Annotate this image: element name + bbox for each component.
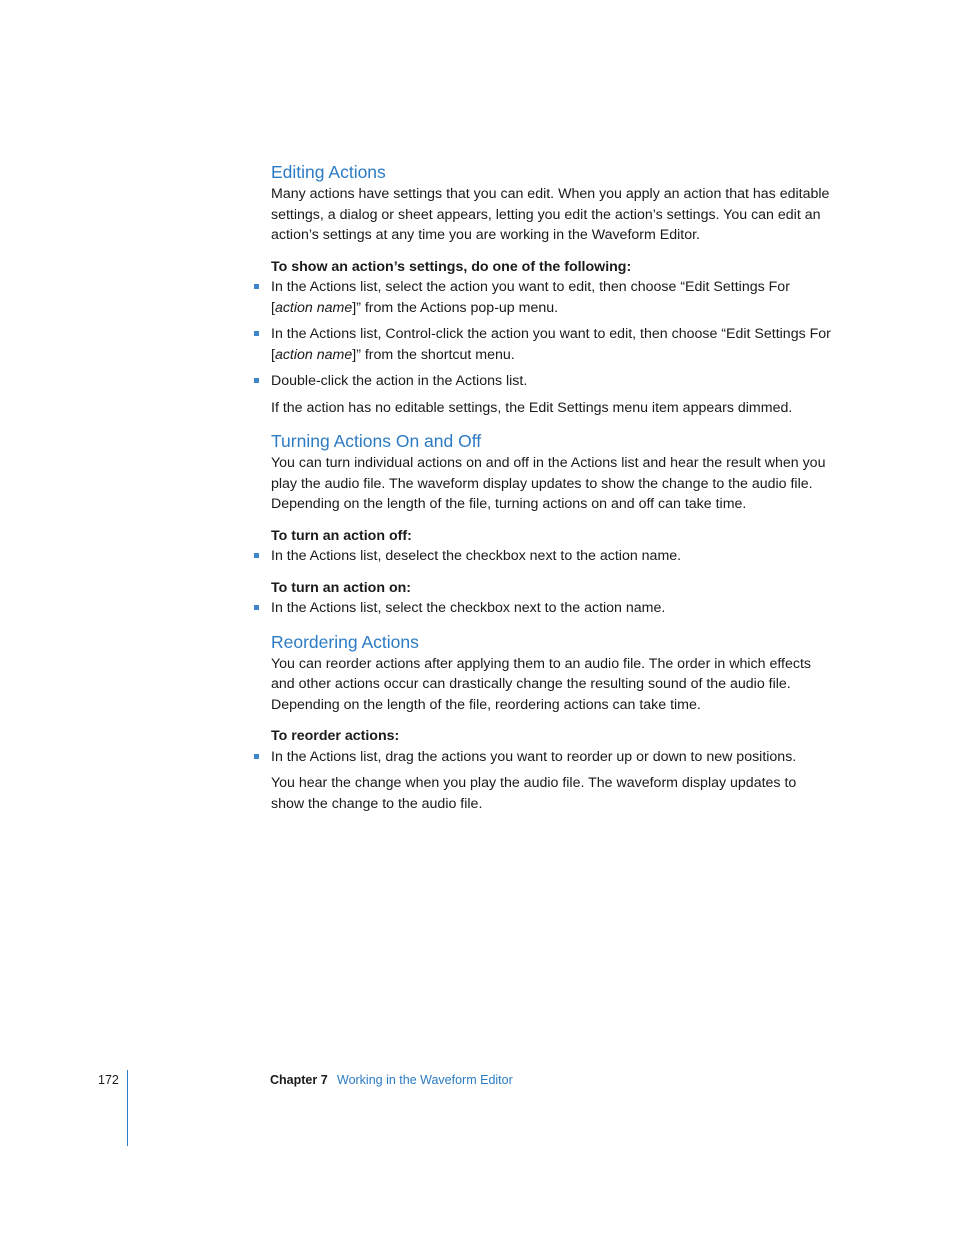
bullet-marker: [254, 331, 259, 336]
bullet-marker: [254, 553, 259, 558]
bullet-marker: [254, 605, 259, 610]
bullet-item: In the Actions list, deselect the checkbox next to the action name.: [271, 546, 831, 567]
section-note: If the action has no editable settings, the Edit Settings menu item appears dimmed.: [271, 399, 793, 416]
procedure-lead: To reorder actions:: [271, 728, 400, 744]
procedure-lead: To turn an action off:: [271, 527, 412, 544]
bullet-item: In the Actions list, Control-click the action you want to edit, then choose “Edit Settings For [action name]” from the shortcut menu.: [271, 324, 831, 365]
footer-divider: [127, 1070, 128, 1146]
bullet-marker: [254, 378, 259, 383]
procedure-lead: To turn an action on:: [271, 579, 412, 596]
footer-chapter-label: Chapter 7: [270, 1073, 328, 1087]
bullet-marker: [254, 754, 259, 759]
bullet-item: Double-click the action in the Actions list.: [271, 371, 831, 392]
section-heading: Reordering Actions: [271, 631, 419, 652]
procedure-lead: To show an action’s settings, do one of the following:: [271, 258, 632, 275]
bullet-marker: [254, 284, 259, 289]
section-intro: You can turn individual actions on and off in the Actions list and hear the result when you play the audio file. The waveform display updates to show the change to the audio file. Depending on the length of the file, turning actions on and off can take time.: [271, 455, 826, 512]
bullet-item: In the Actions list, drag the actions you want to reorder up or down to new positions.: [271, 747, 831, 768]
section-heading: Editing Actions: [271, 162, 386, 182]
bullet-item: In the Actions list, select the checkbox next to the action name.: [271, 598, 831, 619]
section-intro: You can reorder actions after applying them to an audio file. The order in which effects and other actions occur can drastically change the resulting sound of the audio file. Depending on the length of the file, reordering actions can take time.: [271, 655, 811, 713]
bullet-item: In the Actions list, select the action you want to edit, then choose “Edit Settings For [action name]” from the Actions pop-up menu.: [271, 277, 831, 318]
section-heading: Turning Actions On and Off: [271, 431, 482, 451]
page-number: 172: [98, 1073, 119, 1087]
page-content: [271, 160, 831, 814]
section-note: You hear the change when you play the audio file. The waveform display updates to show the change to the audio file.: [271, 775, 797, 812]
footer-chapter-title: Working in the Waveform Editor: [337, 1073, 513, 1087]
section-intro: Many actions have settings that you can edit. When you apply an action that has editable settings, a dialog or sheet appears, letting you edit the action’s settings. You can edit an action’s settings at any time you are working in the Waveform Editor.: [271, 186, 830, 243]
